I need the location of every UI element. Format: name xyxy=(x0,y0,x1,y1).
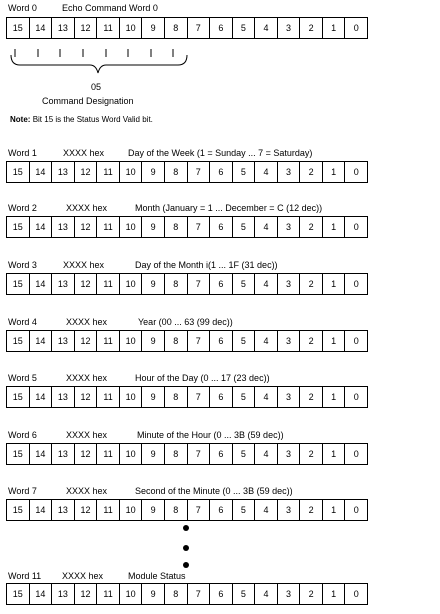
bit-cell: 3 xyxy=(277,584,300,604)
bit-cell: 13 xyxy=(51,217,74,237)
bit-cell: 5 xyxy=(232,274,255,294)
bit-cell: 10 xyxy=(119,387,142,407)
bit-cell: 10 xyxy=(119,217,142,237)
word-hex: XXXX hex xyxy=(66,203,108,213)
bit-cell: 8 xyxy=(164,444,187,464)
bit-cell: 8 xyxy=(164,500,187,520)
word11-register xyxy=(6,583,368,605)
bit-cell: 2 xyxy=(299,331,322,351)
bit-cell: 15 xyxy=(12,505,23,515)
word2-register xyxy=(6,216,368,238)
bit-cell: 15 xyxy=(12,167,23,177)
bit-cell: 6 xyxy=(209,444,232,464)
bit-cell: 8 xyxy=(164,387,187,407)
bit-cell: 1 xyxy=(322,274,345,294)
bit-cell: 14 xyxy=(29,217,52,237)
bit-cell: 13 xyxy=(51,444,74,464)
bit-cell: 1 xyxy=(322,331,345,351)
bit-cell: 10 xyxy=(119,18,142,38)
bit-cell: 2 xyxy=(299,500,322,520)
bit-cell: 13 xyxy=(51,331,74,351)
bit-cell: 13 xyxy=(51,500,74,520)
bit-cell: 5 xyxy=(232,387,255,407)
ellipsis-dot xyxy=(183,525,189,531)
word3-register xyxy=(6,273,368,295)
bit-cell: 12 xyxy=(74,162,97,182)
bit-cell: 0 xyxy=(344,18,367,38)
bit-cell: 11 xyxy=(96,444,119,464)
bit-cell: 11 xyxy=(96,331,119,351)
bit-cell: 13 xyxy=(51,387,74,407)
bit-cell: 13 xyxy=(51,584,74,604)
bit-cell: 12 xyxy=(74,217,97,237)
bit-cell: 8 xyxy=(164,18,187,38)
bit-cell: 9 xyxy=(141,331,164,351)
word-label: Word 3 xyxy=(8,260,37,270)
bit-cell: 0 xyxy=(344,500,367,520)
bit-cell: 10 xyxy=(119,584,142,604)
bit-cell: 12 xyxy=(74,444,97,464)
word-label: Word 4 xyxy=(8,317,37,327)
word0-label: Word 0 xyxy=(8,3,37,13)
bit-cell: 9 xyxy=(141,500,164,520)
bit-cell: 15 xyxy=(12,222,23,232)
bit-cell: 7 xyxy=(187,331,210,351)
word0-title: Echo Command Word 0 xyxy=(62,3,158,13)
bit-cell: 7 xyxy=(187,18,210,38)
word-desc: Minute of the Hour (0 ... 3B (59 dec)) xyxy=(137,430,284,440)
bit-cell: 14 xyxy=(29,162,52,182)
bit-cell: 14 xyxy=(29,500,52,520)
bit-cell: 5 xyxy=(232,500,255,520)
word-desc: Day of the Week (1 = Sunday ... 7 = Saturday) xyxy=(128,148,313,158)
bit-cell: 2 xyxy=(299,162,322,182)
bit-cell: 0 xyxy=(344,331,367,351)
bit-cell: 15 xyxy=(12,336,23,346)
bit-cell: 3 xyxy=(277,387,300,407)
bit-cell: 1 xyxy=(322,444,345,464)
bit-cell: 14 xyxy=(29,274,52,294)
bit-cell: 9 xyxy=(141,217,164,237)
bit-cell: 3 xyxy=(277,500,300,520)
bit-cell: 8 xyxy=(164,217,187,237)
bit-cell: 5 xyxy=(232,331,255,351)
bit-cell: 3 xyxy=(277,274,300,294)
bit-cell: 14 xyxy=(29,444,52,464)
bit-cell: 6 xyxy=(209,500,232,520)
bit-cell: 12 xyxy=(74,18,97,38)
bit-cell: 3 xyxy=(277,331,300,351)
bit-cell: 0 xyxy=(344,274,367,294)
bit-cell: 11 xyxy=(96,162,119,182)
bit-cell: 9 xyxy=(141,162,164,182)
bit-cell: 6 xyxy=(209,387,232,407)
bit-cell: 10 xyxy=(119,331,142,351)
bit-cell: 10 xyxy=(119,274,142,294)
word7-register xyxy=(6,499,368,521)
bit-cell: 14 xyxy=(29,331,52,351)
bit-cell: 11 xyxy=(96,18,119,38)
bit-cell: 11 xyxy=(96,584,119,604)
bit-cell: 5 xyxy=(232,162,255,182)
bit-cell: 1 xyxy=(322,500,345,520)
word-label: Word 2 xyxy=(8,203,37,213)
bit-cell: 10 xyxy=(119,444,142,464)
bit-cell: 14 xyxy=(29,18,52,38)
bit-cell: 2 xyxy=(299,584,322,604)
bit-cell: 9 xyxy=(141,584,164,604)
word-hex: XXXX hex xyxy=(66,317,108,327)
bit-cell: 8 xyxy=(164,162,187,182)
bit-cell: 9 xyxy=(141,444,164,464)
word-hex: XXXX hex xyxy=(66,486,108,496)
bit-cell: 3 xyxy=(277,444,300,464)
word-hex: XXXX hex xyxy=(63,260,105,270)
bit-cell: 4 xyxy=(254,18,277,38)
bit-cell: 5 xyxy=(232,18,255,38)
bit-cell: 4 xyxy=(254,274,277,294)
bit-cell: 1 xyxy=(322,217,345,237)
word-label: Word 11 xyxy=(8,571,42,581)
word0-register xyxy=(6,17,368,39)
word-desc: Hour of the Day (0 ... 17 (23 dec)) xyxy=(135,373,270,383)
bit-cell: 5 xyxy=(232,217,255,237)
note-text: Bit 15 is the Status Word Valid bit. xyxy=(32,115,153,124)
bit-cell: 12 xyxy=(74,387,97,407)
word-desc: Day of the Month i(1 ... 1F (31 dec)) xyxy=(135,260,278,270)
bit-cell: 4 xyxy=(254,162,277,182)
bit-cell: 15 xyxy=(12,279,23,289)
bit-cell: 7 xyxy=(187,444,210,464)
bit-cell: 10 xyxy=(119,162,142,182)
bit-cell: 9 xyxy=(141,18,164,38)
status-note xyxy=(10,115,153,124)
bit-cell: 0 xyxy=(344,387,367,407)
bit-cell: 2 xyxy=(299,217,322,237)
bit-cell: 15 xyxy=(12,23,23,33)
bit-cell: 6 xyxy=(209,217,232,237)
word-desc: Year (00 ... 63 (99 dec)) xyxy=(138,317,233,327)
word-label: Word 1 xyxy=(8,148,37,158)
word1-register xyxy=(6,161,368,183)
bit-cell: 11 xyxy=(96,274,119,294)
word-hex: XXXX hex xyxy=(62,571,104,581)
bit-cell: 9 xyxy=(141,387,164,407)
bit-cell: 2 xyxy=(299,387,322,407)
bit-cell: 15 xyxy=(12,392,23,402)
bit-cell: 7 xyxy=(187,584,210,604)
bit-cell: 4 xyxy=(254,584,277,604)
word-desc: Module Status xyxy=(128,571,186,581)
bit-cell: 12 xyxy=(74,584,97,604)
word4-register xyxy=(6,330,368,352)
bit-cell: 13 xyxy=(51,18,74,38)
brace-label: Command Designation xyxy=(42,96,134,106)
bit-cell: 13 xyxy=(51,274,74,294)
bit-cell: 7 xyxy=(187,387,210,407)
ellipsis-dot xyxy=(183,562,189,568)
word-hex: XXXX hex xyxy=(63,148,105,158)
bit-cell: 9 xyxy=(141,274,164,294)
bit-cell: 14 xyxy=(29,387,52,407)
command-designation-brace xyxy=(8,49,194,79)
bit-cell: 5 xyxy=(232,444,255,464)
word-desc: Second of the Minute (0 ... 3B (59 dec)) xyxy=(135,486,293,496)
bit-cell: 12 xyxy=(74,274,97,294)
bit-cell: 0 xyxy=(344,444,367,464)
word-label: Word 7 xyxy=(8,486,37,496)
bit-cell: 6 xyxy=(209,274,232,294)
bit-cell: 13 xyxy=(51,162,74,182)
word-desc: Month (January = 1 ... December = C (12 dec)) xyxy=(135,203,323,213)
word-hex: XXXX hex xyxy=(66,373,108,383)
bit-cell: 4 xyxy=(254,331,277,351)
bit-cell: 12 xyxy=(74,331,97,351)
bit-cell: 7 xyxy=(187,500,210,520)
ellipsis-dot xyxy=(183,545,189,551)
bit-cell: 6 xyxy=(209,331,232,351)
word5-register xyxy=(6,386,368,408)
bit-cell: 7 xyxy=(187,274,210,294)
bit-cell: 4 xyxy=(254,387,277,407)
bit-cell: 4 xyxy=(254,217,277,237)
brace-value: 05 xyxy=(91,82,102,92)
bit-cell: 2 xyxy=(299,444,322,464)
word-label: Word 6 xyxy=(8,430,37,440)
bit-cell: 11 xyxy=(96,500,119,520)
bit-cell: 6 xyxy=(209,584,232,604)
bit-cell: 11 xyxy=(96,387,119,407)
bit-cell: 3 xyxy=(277,162,300,182)
bit-cell: 8 xyxy=(164,584,187,604)
bit-cell: 1 xyxy=(322,18,345,38)
bit-cell: 2 xyxy=(299,18,322,38)
bit-cell: 2 xyxy=(299,274,322,294)
bit-cell: 0 xyxy=(344,162,367,182)
bit-cell: 5 xyxy=(232,584,255,604)
bit-cell: 4 xyxy=(254,500,277,520)
bit-cell: 10 xyxy=(119,500,142,520)
bit-cell: 6 xyxy=(209,162,232,182)
bit-cell: 6 xyxy=(209,18,232,38)
bit-cell: 8 xyxy=(164,331,187,351)
bit-cell: 1 xyxy=(322,584,345,604)
bit-cell: 4 xyxy=(254,444,277,464)
bit-cell: 0 xyxy=(344,584,367,604)
bit-cell: 14 xyxy=(29,584,52,604)
bit-cell: 15 xyxy=(12,449,23,459)
bit-cell: 3 xyxy=(277,217,300,237)
bit-cell: 0 xyxy=(344,217,367,237)
bit-cell: 1 xyxy=(322,162,345,182)
bit-cell: 1 xyxy=(322,387,345,407)
bit-cell: 7 xyxy=(187,162,210,182)
word-label: Word 5 xyxy=(8,373,37,383)
note-prefix: Note: xyxy=(10,115,31,124)
bit-cell: 3 xyxy=(277,18,300,38)
bit-cell: 11 xyxy=(96,217,119,237)
bit-cell: 7 xyxy=(187,217,210,237)
bit-cell: 12 xyxy=(74,500,97,520)
word-hex: XXXX hex xyxy=(66,430,108,440)
word6-register xyxy=(6,443,368,465)
bit-cell: 8 xyxy=(164,274,187,294)
bit-cell: 15 xyxy=(12,589,23,599)
